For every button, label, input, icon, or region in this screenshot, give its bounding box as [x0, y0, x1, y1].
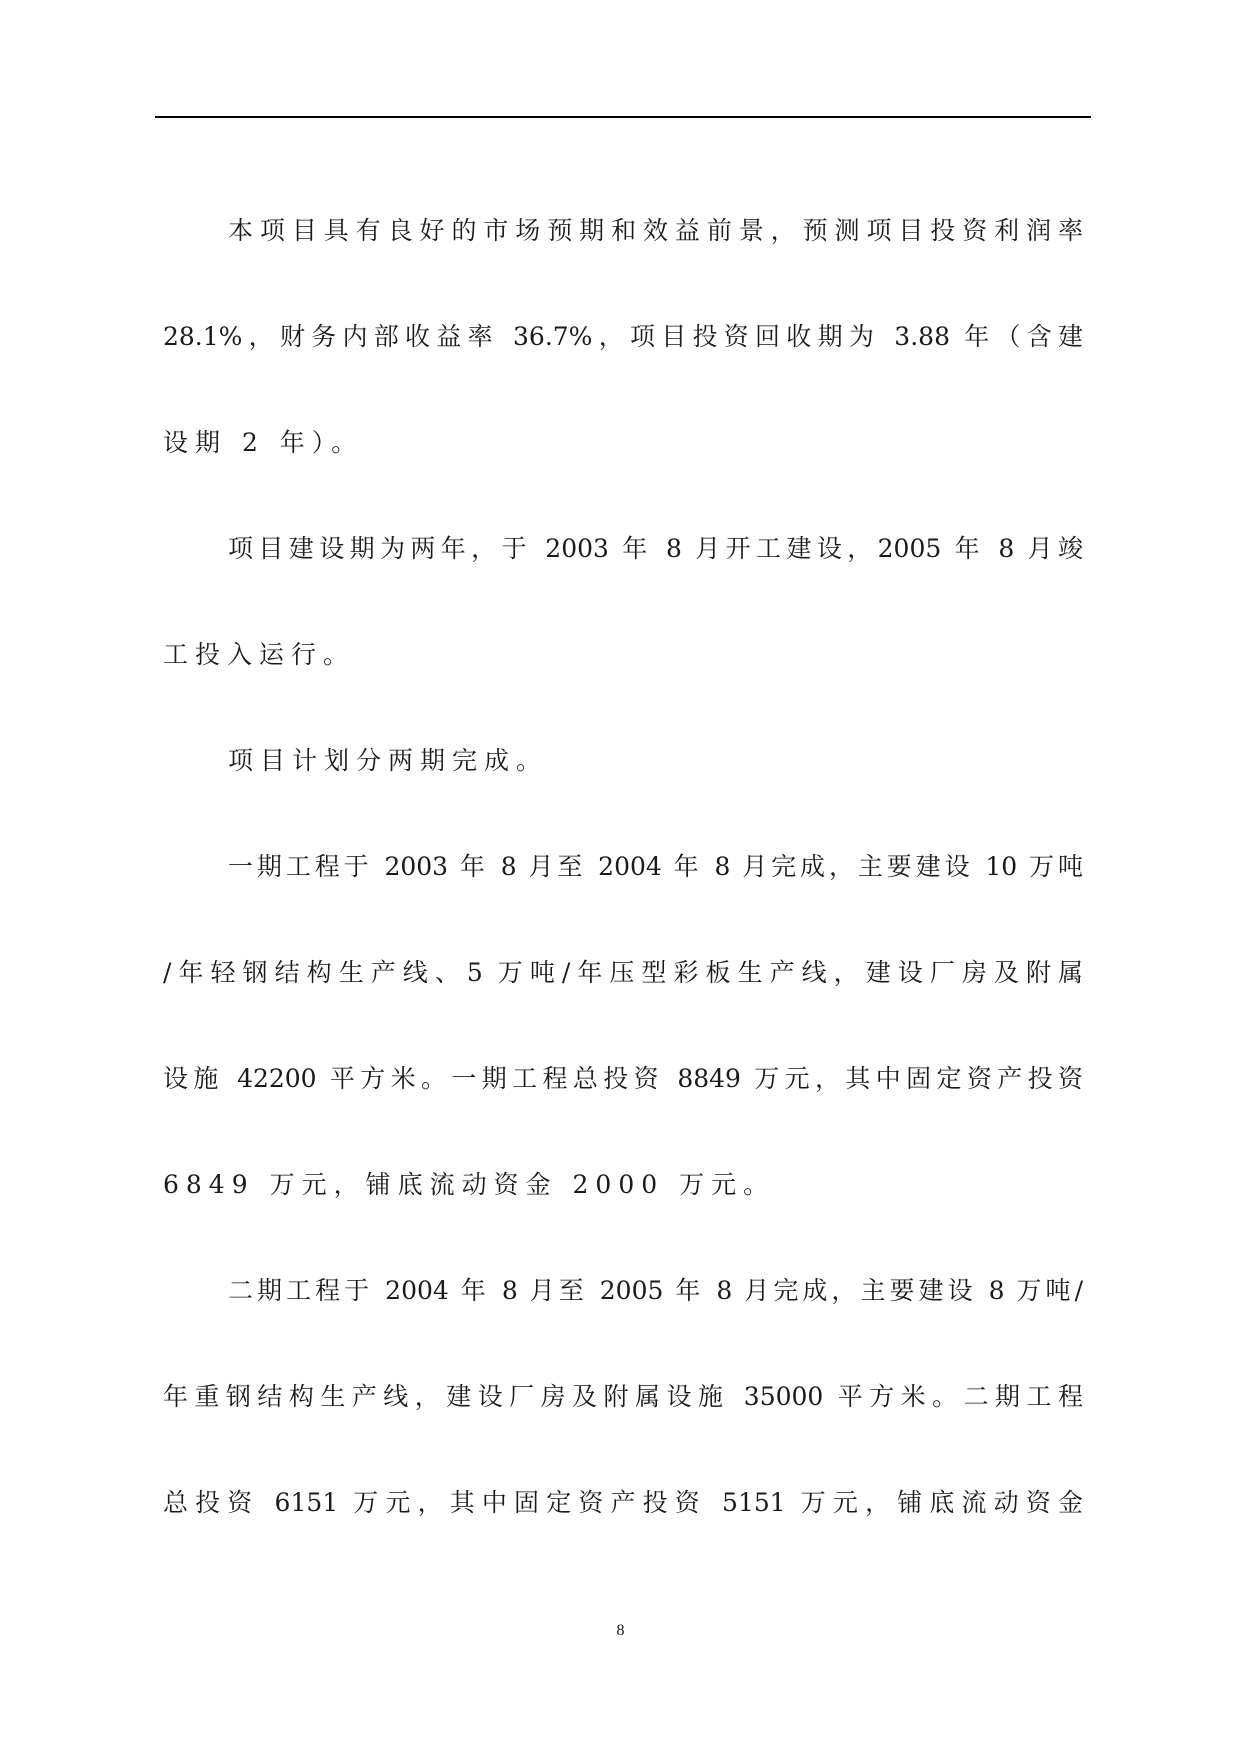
- paragraph-line: 设施 42200 平方米。一期工程总投资 8849 万元，其中固定资产投资: [163, 1064, 1083, 1093]
- page-number: 8: [616, 1622, 625, 1639]
- paragraph-line: 6849 万元，铺底流动资金 2000 万元。: [163, 1170, 776, 1199]
- paragraph-line: 工投入运行。: [163, 640, 356, 669]
- paragraph-line: 设期 2 年）。: [163, 428, 364, 457]
- paragraph-line: 一期工程于 2003 年 8 月至 2004 年 8 月完成，主要建设 10 万吨: [228, 852, 1083, 881]
- paragraph-line: 总投资 6151 万元，其中固定资产投资 5151 万元，铺底流动资金: [163, 1488, 1083, 1517]
- header-rule: [155, 116, 1091, 118]
- paragraph-line: 二期工程于 2004 年 8 月至 2005 年 8 月完成，主要建设 8 万吨/: [228, 1276, 1083, 1305]
- paragraph-line: 项目计划分两期完成。: [228, 746, 549, 775]
- paragraph-line: 年重钢结构生产线，建设厂房及附属设施 35000 平方米。二期工程: [163, 1382, 1083, 1411]
- paragraph-line: /年轻钢结构生产线、5 万吨/年压型彩板生产线，建设厂房及附属: [163, 958, 1083, 987]
- paragraph-line: 项目建设期为两年，于 2003 年 8 月开工建设，2005 年 8 月竣: [228, 534, 1083, 563]
- paragraph-line: 本项目具有良好的市场预期和效益前景，预测项目投资利润率: [228, 216, 1083, 245]
- paragraph-line: 28.1%，财务内部收益率 36.7%，项目投资回收期为 3.88 年（含建: [163, 322, 1083, 351]
